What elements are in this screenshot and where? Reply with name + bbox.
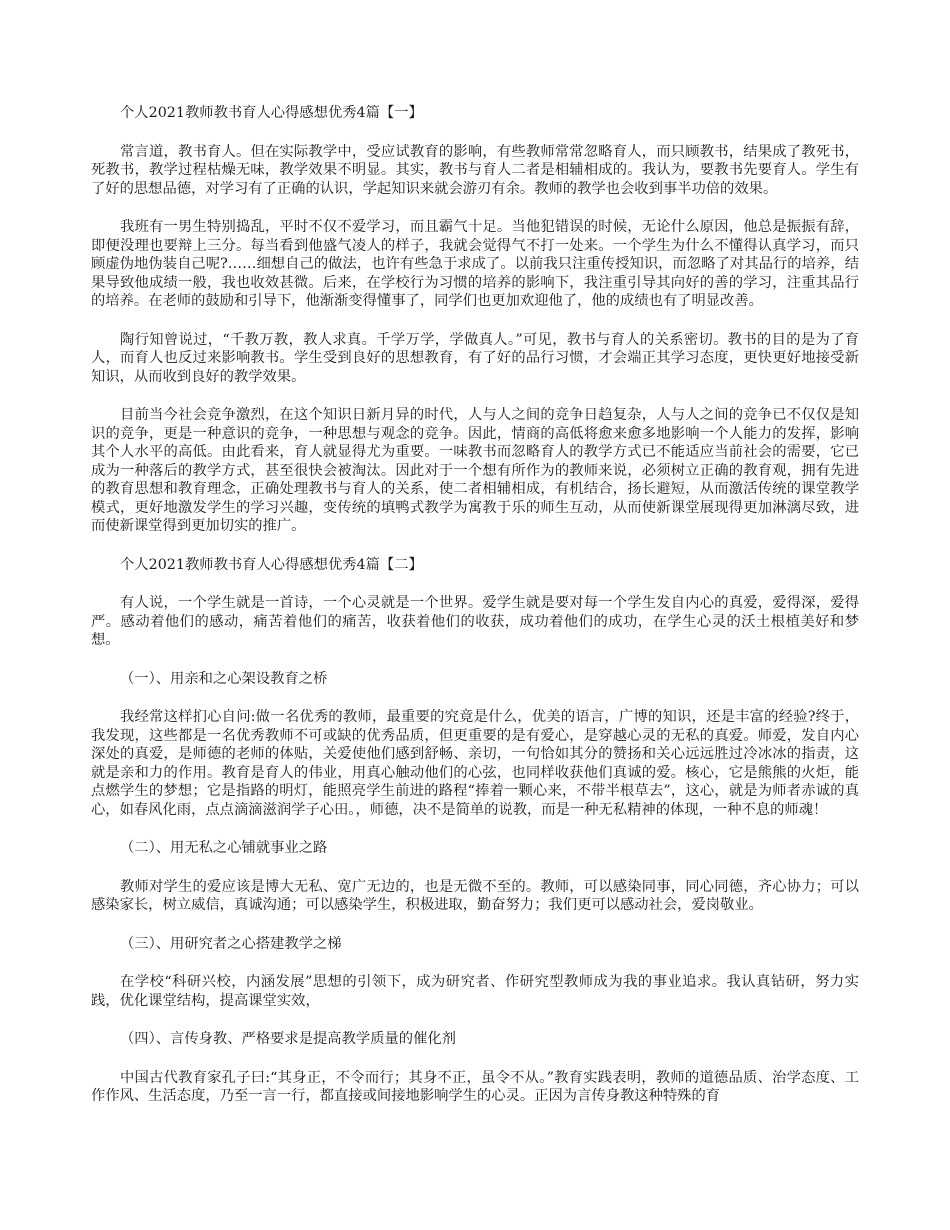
subheading-2: （二）、用无私之心铺就事业之路 <box>120 840 328 856</box>
subheading-3: （三）、用研究者之心搭建教学之梯 <box>120 935 342 952</box>
paragraph-3: 陶行知曾说过，“千教万教，教人求真。千学万学，学做真人。”可见，教书与育人的关系密切。教书的目的是为了育人，而育人也反过来影响教书。学生受到良好的思想教育，有了好的品行习惯，才会端正其学习态度，更快更好地接受新知识，从而收到良好的教学效果。 <box>91 331 859 385</box>
paragraph-9: 中国古代教育家孔子曰:“其身正，不令而行；其身不正，虽令不从。”教育实践表明，教师的道德品质、治学态度、工作作风、生活态度，乃至一言一行，都直接或间接地影响学生的心灵。正因为言传身教这种特殊的育 <box>91 1069 859 1104</box>
section-heading-1: 个人2021教师教书育人心得感想优秀4篇【一】 <box>120 105 423 121</box>
paragraph-4: 目前当今社会竞争激烈，在这个知识日新月异的时代，人与人之间的竞争日趋复杂，人与人之间的竞争已不仅仅是知识的竞争，更是一种意识的竞争，一种思想与观念的竞争。因此，情商的高低将愈来愈多地影响一个人能力的发挥，影响其个人水平的高低。由此看来，育人就显得尤为重要。一味教书而忽略育人的教学方式已不能适应当前社会的需要，它已成为一种落后的教学方式，甚至很快会被淘汰。因此对于一个想有所作为的教师来说，必须树立正确的教育观，拥有先进的教育思想和教育理念，正确处理教书与育人的关系，使二者相辅相成，有机结合，扬长避短，从而激活传统的课堂教学模式，更好地激发学生的学习兴趣，变传统的填鸭式教学为寓教于乐的师生互动，从而使新课堂展现得更加淋漓尽致，进而使新课堂得到更加切实的推广。 <box>91 407 859 534</box>
paragraph-2: 我班有一男生特别捣乱，平时不仅不爱学习，而且霸气十足。当他犯错误的时候，无论什么原因，他总是振振有辞，即便没理也要辩上三分。每当看到他盛气凌人的样子，我就会觉得气不打一处来。一个学生为什么不懂得认真学习，而只顾虚伪地伪装自己呢?……细想自己的做法，也许有些急于求成了。以前我只注重传授知识，而忽略了对其品行的培养，结果导致他成绩一般，我也收效甚微。后来，在学校行为习惯的培养的影响下，我注重引导其向好的善的学习，注重其品行的培养。在老师的鼓励和引导下，他渐渐变得懂事了，同学们也更加欢迎他了，他的成绩也有了明显改善。 <box>91 219 859 309</box>
paragraph-6: 我经常这样扪心自问:做一名优秀的教师，最重要的究竟是什么，优美的语言，广博的知识，还是丰富的经验?终于，我发现，这些都是一名优秀教师不可或缺的优秀品质，但更重要的是有爱心，是穿越心灵的无私的真爱。师爱，发自内心深处的真爱，是师德的老师的体贴，关爱使他们感到舒畅、亲切，一句恰如其分的赞扬和关心远远胜过冷冰冰的指责，这就是亲和力的作用。教育是育人的伟业，用真心触动他们的心弦，也同样收获他们真诚的爱。核心，它是熊熊的火炬，能点燃学生的梦想；它是指路的明灯，能照亮学生前进的路程“捧着一颗心来，不带半根草去”，这心，就是为师者赤诚的真心，如春风化雨，点点滴滴滋润学子心田。，师德，决不是简单的说教，而是一种无私精神的体现，一种不息的师魂！ <box>91 709 859 818</box>
paragraph-7: 教师对学生的爱应该是博大无私、宽广无边的，也是无微不至的。教师，可以感染同事，同心同德，齐心协力；可以感染家长，树立威信，真诚沟通；可以感染学生，积极进取，勤奋努力；我们更可以感动社会，爱岗敬业。 <box>91 878 859 913</box>
subheading-1: （一）、用亲和之心架设教育之桥 <box>120 670 328 687</box>
paragraph-5: 有人说，一个学生就是一首诗，一个心灵就是一个世界。爱学生就是要对每一个学生发自内心的真爱，爱得深，爱得严。感动着他们的感动，痛苦着他们的痛苦，收获着他们的收获，成功着他们的成功，在学生心灵的沃土根植美好和梦想。 <box>91 595 859 648</box>
section-heading-2: 个人2021教师教书育人心得感想优秀4篇【二】 <box>120 556 423 573</box>
paragraph-8: 在学校“科研兴校，内涵发展”思想的引领下，成为研究者、作研究型教师成为我的事业追求。我认真钻研，努力实践，优化课堂结构，提高课堂实效， <box>91 974 859 1009</box>
paragraph-1: 常言道，教书育人。但在实际教学中，受应试教育的影响，有些教师常常忽略育人，而只顾教书，结果成了教死书，死教书，教学过程枯燥无味，教学效果不明显。其实，教书与育人二者是相辅相成的。我认为，要教书先要育人。学生有了好的思想品德，对学习有了正确的认识，学起知识来就会游刃有余。教师的教学也会收到事半功倍的效果。 <box>91 143 859 197</box>
subheading-4: （四）、言传身教、严格要求是提高教学质量的催化剂 <box>120 1031 456 1047</box>
